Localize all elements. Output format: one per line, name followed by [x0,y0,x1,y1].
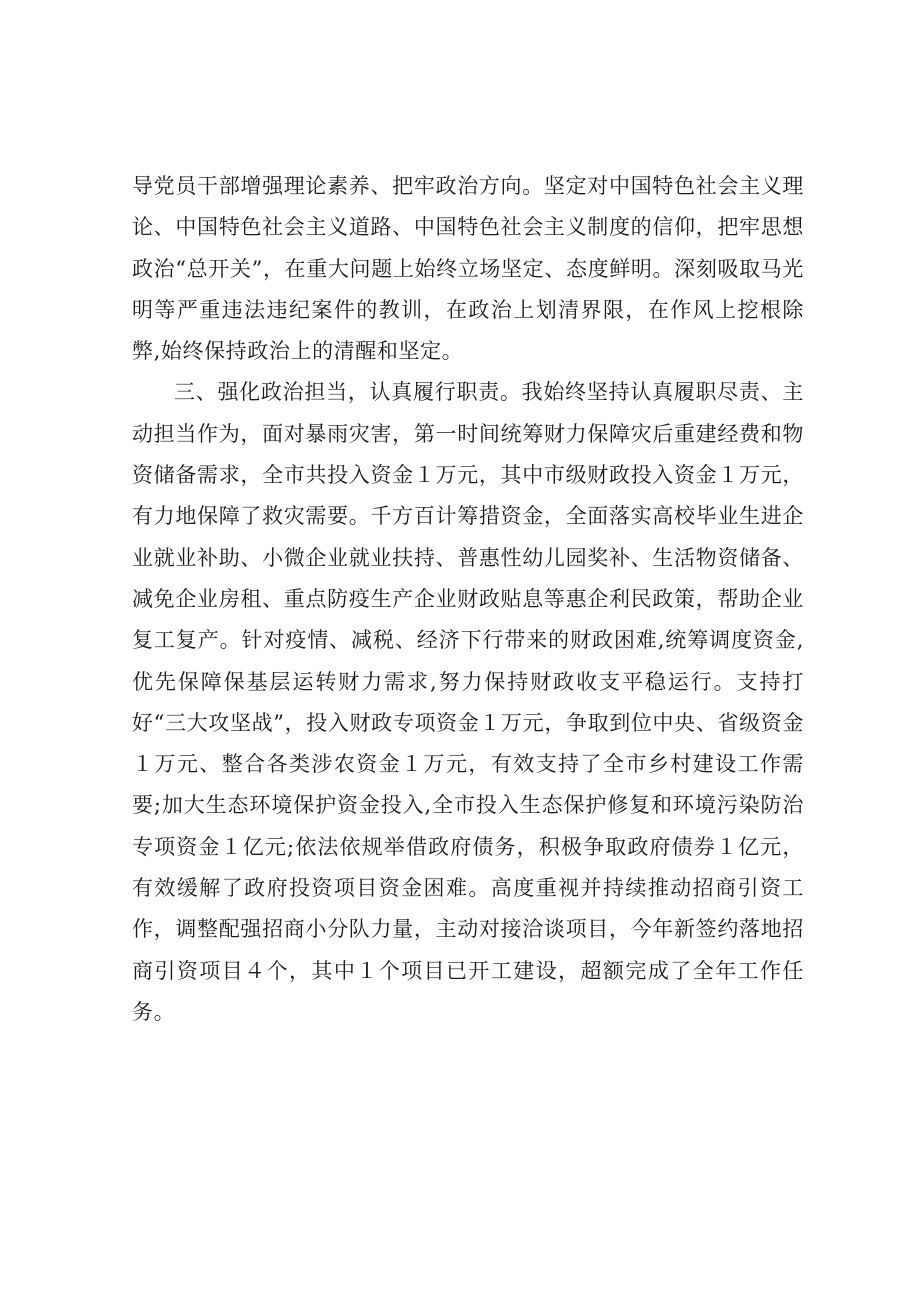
paragraph-continuation: 导党员干部增强理论素养、把牢政治方向。坚定对中国特色社会主义理论、中国特色社会主义道路、中国特色社会主义制度的信仰，把牢思想政治“总开关”，在重大问题上始终立场坚定、态度鲜明。深刻吸取马光明等严重违法违纪案件的教训，在政治上划清界限，在作风上挖根除弊,始终保持政治上的清醒和坚定。 [132,174,804,364]
document-body [132,166,804,1033]
paragraph-section-three: 三、强化政治担当，认真履行职责。我始终坚持认真履职尽责、主动担当作为，面对暴雨灾害，第一时间统筹财力保障灾后重建经费和物资储备需求，全市共投入资金１万元，其中市级财政投入资金１万元，有力地保障了救灾需要。千方百计筹措资金，全面落实高校毕业生进企业就业补助、小微企业就业扶持、普惠性幼儿园奖补、生活物资储备、减免企业房租、重点防疫生产企业财政贴息等惠企利民政策，帮助企业复工复产。针对疫情、减税、经济下行带来的财政困难,统筹调度资金,优先保障保基层运转财力需求,努力保持财政收支平稳运行。支持打好“三大攻坚战”，投入财政专项资金１万元，争取到位中央、省级资金１万元、整合各类涉农资金１万元，有效支持了全市乡村建设工作需要;加大生态环境保护资金投入,全市投入生态保护修复和环境污染防治专项资金１亿元;依法依规举借政府债务，积极争取政府债券１亿元，有效缓解了政府投资项目资金困难。高度重视并持续推动招商引资工作，调整配强招商小分队力量，主动对接洽谈项目，今年新签约落地招商引资项目４个，其中１个项目已开工建设，超额完成了全年工作任务。 [132,380,804,1024]
